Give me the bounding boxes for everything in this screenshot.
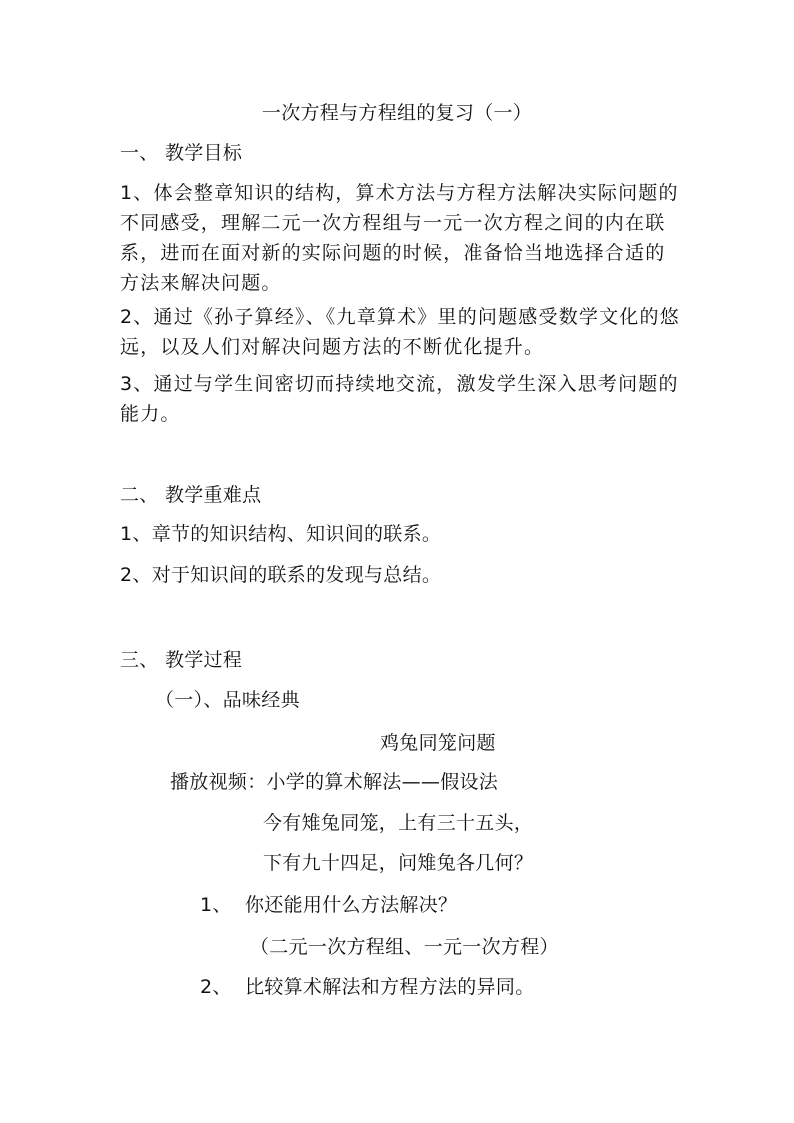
poem-line-1: 今有雉兔同笼，上有三十五头，	[263, 812, 534, 834]
question-1-number: 1、	[200, 894, 232, 916]
section-heading-objectives: 一、 教学目标	[120, 142, 243, 164]
subsection-heading: （一）、品味经典	[155, 689, 300, 711]
objective-item-1: 1、体会整章知识的结构，算术方法与方程方法解决实际问题的不同感受，理解二元一次方程组与一元一次方程之间的内在联系，进而在面对新的实际问题的时候，准备恰当地选择合适的方法来解决问题。	[120, 182, 679, 294]
question-1-answer: （二元一次方程组、一元一次方程）	[250, 936, 559, 958]
question-1-text: 你还能用什么方法解决？	[245, 894, 458, 916]
poem-line-2: 下有九十四足，问雉兔各几何？	[263, 852, 534, 874]
section-heading-process: 三、 教学过程	[120, 649, 243, 671]
document-title: 一次方程与方程组的复习（一）	[261, 102, 533, 124]
key-point-item-2: 2、对于知识间的联系的发现与总结。	[120, 564, 442, 586]
question-2-text: 比较算术解法和方程方法的异同。	[245, 976, 535, 998]
section-heading-key-points: 二、 教学重难点	[120, 484, 262, 506]
video-note: 播放视频：小学的算术解法——假设法	[170, 771, 499, 793]
problem-title: 鸡兔同笼问题	[380, 732, 496, 754]
objective-item-3: 3、通过与学生间密切而持续地交流，激发学生深入思考问题的能力。	[120, 373, 679, 425]
question-2-number: 2、	[200, 976, 232, 998]
objective-item-2: 2、通过《孙子算经》、《九章算术》里的问题感受数学文化的悠远，以及人们对解决问题方法的不断优化提升。	[120, 306, 680, 358]
key-point-item-1: 1、章节的知识结构、知识间的联系。	[120, 523, 442, 545]
